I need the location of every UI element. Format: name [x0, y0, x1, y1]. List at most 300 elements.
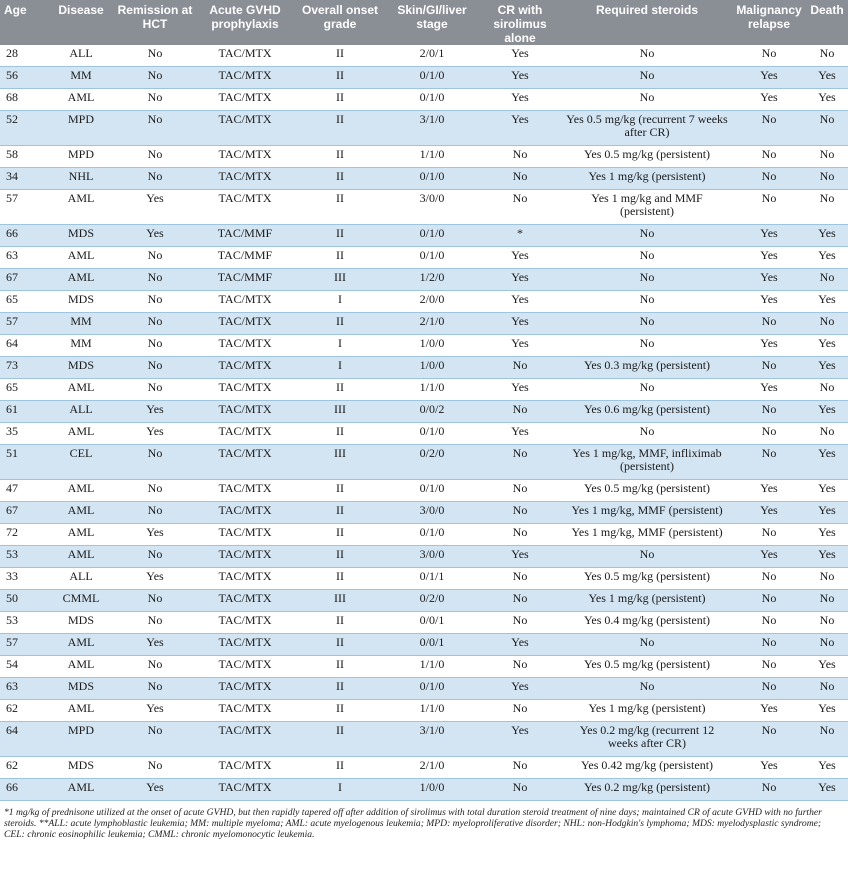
- table-row: [0, 379, 848, 401]
- table-cell: No: [732, 357, 806, 379]
- table-cell: II: [294, 678, 386, 700]
- table-cell: I: [294, 291, 386, 313]
- table-cell: Yes 1 mg/kg (persistent): [562, 590, 732, 612]
- table-cell: No: [562, 291, 732, 313]
- table-cell: No: [114, 269, 196, 291]
- table-cell: TAC/MTX: [196, 401, 294, 423]
- table-cell: 73: [0, 357, 48, 379]
- table-cell: 54: [0, 656, 48, 678]
- table-cell: Yes 0.5 mg/kg (persistent): [562, 656, 732, 678]
- table-cell: TAC/MTX: [196, 779, 294, 801]
- table-header: [0, 0, 848, 45]
- table-cell: I: [294, 779, 386, 801]
- table-cell: No: [478, 590, 562, 612]
- table-cell: 0/2/0: [386, 445, 478, 480]
- table-cell: I: [294, 357, 386, 379]
- footnote-text: *1 mg/kg of prednisone utilized at the onset of acute GVHD, but then rapidly tapered off after addition of sirolimus with total duration steroid treatment of nine days; maintained CR of acute GVHD with no further steroids. **ALL: acute lymphoblastic leukemia; MM: multiple myeloma; AML: acute myelogenous leukemia; MPD: myeloproliferative disorder; NHL: non-Hodgkin's lymphoma; MDS: myelodysplastic syndrome; CEL: chronic eosinophilic leukemia; CMML: chronic myelomonocytic leukemia.: [4, 807, 822, 840]
- table-cell: TAC/MTX: [196, 502, 294, 524]
- table-cell: 53: [0, 546, 48, 568]
- table-cell: No: [732, 168, 806, 190]
- table-cell: Yes: [732, 291, 806, 313]
- table-cell: II: [294, 247, 386, 269]
- table-cell: 0/1/0: [386, 89, 478, 111]
- table-cell: No: [114, 445, 196, 480]
- table-cell: 72: [0, 524, 48, 546]
- table-cell: Yes: [114, 401, 196, 423]
- table-cell: MDS: [48, 357, 114, 379]
- table-cell: No: [478, 357, 562, 379]
- table-cell: Yes: [114, 190, 196, 225]
- table-cell: AML: [48, 634, 114, 656]
- table-cell: TAC/MTX: [196, 634, 294, 656]
- table-cell: No: [478, 480, 562, 502]
- table-cell: Yes 0.2 mg/kg (recurrent 12 weeks after CR): [562, 722, 732, 757]
- table-cell: No: [562, 678, 732, 700]
- table-cell: Yes: [806, 445, 848, 480]
- table-cell: No: [478, 568, 562, 590]
- table-cell: No: [806, 269, 848, 291]
- column-header: Disease: [48, 0, 114, 45]
- table-cell: MDS: [48, 612, 114, 634]
- table-cell: MPD: [48, 722, 114, 757]
- table-row: [0, 445, 848, 480]
- table-cell: 65: [0, 291, 48, 313]
- table-cell: No: [114, 291, 196, 313]
- table-cell: No: [562, 67, 732, 89]
- table-cell: II: [294, 146, 386, 168]
- table-cell: Yes: [806, 89, 848, 111]
- table-cell: No: [114, 502, 196, 524]
- table-row: [0, 700, 848, 722]
- table-cell: No: [114, 757, 196, 779]
- table-cell: Yes 0.3 mg/kg (persistent): [562, 357, 732, 379]
- table-cell: No: [114, 313, 196, 335]
- table-cell: No: [806, 423, 848, 445]
- table-cell: No: [114, 111, 196, 146]
- table-cell: TAC/MTX: [196, 357, 294, 379]
- table-cell: MDS: [48, 291, 114, 313]
- table-cell: No: [562, 247, 732, 269]
- table-cell: III: [294, 269, 386, 291]
- column-header: Overall onset grade: [294, 0, 386, 45]
- table-cell: Yes 0.5 mg/kg (persistent): [562, 480, 732, 502]
- table-cell: Yes: [478, 722, 562, 757]
- table-cell: No: [114, 480, 196, 502]
- table-cell: No: [114, 146, 196, 168]
- table-cell: TAC/MTX: [196, 700, 294, 722]
- table-cell: 3/1/0: [386, 722, 478, 757]
- table-cell: No: [478, 757, 562, 779]
- table-cell: III: [294, 445, 386, 480]
- table-row: [0, 423, 848, 445]
- table-cell: No: [806, 146, 848, 168]
- table-cell: AML: [48, 379, 114, 401]
- table-row: [0, 335, 848, 357]
- table-cell: 3/1/0: [386, 111, 478, 146]
- table-cell: No: [732, 568, 806, 590]
- table-cell: Yes: [478, 111, 562, 146]
- table-cell: No: [562, 423, 732, 445]
- table-cell: 0/2/0: [386, 590, 478, 612]
- table-cell: 1/1/0: [386, 379, 478, 401]
- column-header: Remission at HCT: [114, 0, 196, 45]
- table-cell: No: [562, 634, 732, 656]
- table-row: [0, 225, 848, 247]
- table-cell: 35: [0, 423, 48, 445]
- table-cell: 58: [0, 146, 48, 168]
- table-cell: Yes 1 mg/kg (persistent): [562, 700, 732, 722]
- table-cell: 0/0/1: [386, 634, 478, 656]
- table-cell: 64: [0, 722, 48, 757]
- table-cell: No: [478, 401, 562, 423]
- table-cell: No: [806, 568, 848, 590]
- table-row: [0, 722, 848, 757]
- column-header: CR with sirolimus alone: [478, 0, 562, 45]
- table-cell: Yes: [478, 313, 562, 335]
- table-cell: No: [478, 524, 562, 546]
- table-cell: No: [732, 779, 806, 801]
- table-cell: Yes: [732, 225, 806, 247]
- column-header: Skin/GI/liver stage: [386, 0, 478, 45]
- table-cell: No: [806, 612, 848, 634]
- table-cell: TAC/MTX: [196, 111, 294, 146]
- table-cell: 3/0/0: [386, 190, 478, 225]
- table-cell: Yes: [114, 423, 196, 445]
- table-cell: Yes 1 mg/kg (persistent): [562, 168, 732, 190]
- table-cell: No: [806, 634, 848, 656]
- table-row: [0, 524, 848, 546]
- table-cell: No: [806, 45, 848, 67]
- table-row: [0, 146, 848, 168]
- table-cell: 0/1/0: [386, 423, 478, 445]
- table-cell: 64: [0, 335, 48, 357]
- table-cell: Yes: [732, 67, 806, 89]
- table-cell: No: [478, 656, 562, 678]
- table-cell: Yes: [732, 89, 806, 111]
- table-row: [0, 357, 848, 379]
- table-cell: No: [114, 379, 196, 401]
- table-cell: Yes: [732, 247, 806, 269]
- table-row: [0, 612, 848, 634]
- table-cell: 0/1/0: [386, 67, 478, 89]
- table-cell: No: [114, 656, 196, 678]
- table-cell: 1/0/0: [386, 335, 478, 357]
- table-cell: ALL: [48, 568, 114, 590]
- table-cell: No: [114, 247, 196, 269]
- table-cell: Yes: [478, 291, 562, 313]
- table-cell: Yes: [732, 757, 806, 779]
- table-cell: TAC/MTX: [196, 190, 294, 225]
- table-cell: No: [562, 313, 732, 335]
- table-cell: Yes: [478, 634, 562, 656]
- table-cell: AML: [48, 190, 114, 225]
- table-cell: 67: [0, 269, 48, 291]
- table-cell: Yes: [806, 480, 848, 502]
- table-cell: No: [562, 335, 732, 357]
- table-cell: AML: [48, 779, 114, 801]
- table-cell: No: [114, 678, 196, 700]
- table-cell: II: [294, 225, 386, 247]
- table-cell: TAC/MTX: [196, 379, 294, 401]
- table-cell: Yes: [478, 269, 562, 291]
- table-cell: 3/0/0: [386, 502, 478, 524]
- table-cell: TAC/MTX: [196, 678, 294, 700]
- table-row: [0, 168, 848, 190]
- table-cell: Yes 0.5 mg/kg (persistent): [562, 568, 732, 590]
- table-cell: TAC/MTX: [196, 722, 294, 757]
- table-cell: 62: [0, 700, 48, 722]
- table-cell: No: [114, 45, 196, 67]
- table-cell: Yes: [114, 568, 196, 590]
- table-row: [0, 401, 848, 423]
- column-header: Acute GVHD prophylaxis: [196, 0, 294, 45]
- table-row: [0, 45, 848, 67]
- table-cell: No: [114, 168, 196, 190]
- table-cell: No: [114, 722, 196, 757]
- table-cell: II: [294, 480, 386, 502]
- table-cell: 0/0/1: [386, 612, 478, 634]
- table-cell: *: [478, 225, 562, 247]
- table-cell: 57: [0, 634, 48, 656]
- table-cell: No: [114, 546, 196, 568]
- table-cell: 50: [0, 590, 48, 612]
- table-cell: No: [806, 590, 848, 612]
- table-cell: II: [294, 700, 386, 722]
- table-cell: Yes: [478, 89, 562, 111]
- table-cell: Yes: [114, 779, 196, 801]
- table-cell: CMML: [48, 590, 114, 612]
- table-cell: No: [478, 168, 562, 190]
- table-cell: No: [806, 111, 848, 146]
- table-cell: Yes: [478, 335, 562, 357]
- table-cell: Yes: [806, 335, 848, 357]
- table-cell: 2/1/0: [386, 757, 478, 779]
- table-cell: NHL: [48, 168, 114, 190]
- table-cell: Yes: [806, 401, 848, 423]
- table-row: [0, 502, 848, 524]
- table-cell: TAC/MTX: [196, 757, 294, 779]
- table-cell: MDS: [48, 678, 114, 700]
- table-cell: 47: [0, 480, 48, 502]
- table-cell: No: [806, 678, 848, 700]
- table-cell: Yes: [114, 700, 196, 722]
- table-cell: No: [732, 678, 806, 700]
- table-cell: Yes 1 mg/kg, MMF (persistent): [562, 524, 732, 546]
- table-cell: Yes: [114, 634, 196, 656]
- table-cell: 67: [0, 502, 48, 524]
- table-cell: TAC/MTX: [196, 524, 294, 546]
- table-row: [0, 480, 848, 502]
- table-cell: 57: [0, 190, 48, 225]
- table-cell: 3/0/0: [386, 546, 478, 568]
- table-cell: II: [294, 722, 386, 757]
- table-cell: Yes: [478, 247, 562, 269]
- table-cell: II: [294, 546, 386, 568]
- table-cell: AML: [48, 480, 114, 502]
- table-cell: Yes: [806, 700, 848, 722]
- table-cell: No: [732, 190, 806, 225]
- table-cell: No: [114, 89, 196, 111]
- table-cell: No: [114, 335, 196, 357]
- table-row: [0, 779, 848, 801]
- table-cell: No: [732, 111, 806, 146]
- table-body: [0, 45, 848, 801]
- table-cell: III: [294, 401, 386, 423]
- table-cell: Yes: [806, 357, 848, 379]
- table-cell: No: [732, 146, 806, 168]
- table-cell: MM: [48, 67, 114, 89]
- table-cell: No: [114, 612, 196, 634]
- table-cell: No: [732, 445, 806, 480]
- table-cell: No: [732, 612, 806, 634]
- table-cell: II: [294, 111, 386, 146]
- table-cell: Yes: [478, 678, 562, 700]
- table-cell: Yes: [806, 524, 848, 546]
- table-cell: II: [294, 423, 386, 445]
- table-cell: II: [294, 313, 386, 335]
- table-cell: No: [562, 89, 732, 111]
- table-cell: TAC/MTX: [196, 146, 294, 168]
- table-cell: II: [294, 379, 386, 401]
- table-cell: TAC/MTX: [196, 168, 294, 190]
- table-cell: No: [478, 612, 562, 634]
- table-cell: AML: [48, 656, 114, 678]
- table-cell: II: [294, 89, 386, 111]
- table-cell: Yes: [478, 67, 562, 89]
- table-cell: Yes: [732, 335, 806, 357]
- table-cell: No: [562, 225, 732, 247]
- table-cell: No: [806, 379, 848, 401]
- table-cell: AML: [48, 524, 114, 546]
- table-cell: 1/0/0: [386, 357, 478, 379]
- table-cell: TAC/MTX: [196, 612, 294, 634]
- table-cell: II: [294, 757, 386, 779]
- table-cell: Yes: [806, 502, 848, 524]
- table-cell: 1/1/0: [386, 656, 478, 678]
- table-cell: 57: [0, 313, 48, 335]
- table-cell: No: [806, 313, 848, 335]
- table-cell: 1/1/0: [386, 700, 478, 722]
- table-cell: 1/2/0: [386, 269, 478, 291]
- table-cell: Yes: [806, 779, 848, 801]
- table-cell: 61: [0, 401, 48, 423]
- table-cell: No: [732, 590, 806, 612]
- table-cell: TAC/MMF: [196, 225, 294, 247]
- table-cell: 0/1/0: [386, 247, 478, 269]
- table-cell: No: [478, 779, 562, 801]
- table-row: [0, 67, 848, 89]
- table-cell: Yes: [478, 546, 562, 568]
- table-cell: Yes: [806, 67, 848, 89]
- table-cell: 1/1/0: [386, 146, 478, 168]
- table-cell: 28: [0, 45, 48, 67]
- table-cell: 56: [0, 67, 48, 89]
- table-cell: No: [562, 45, 732, 67]
- table-cell: II: [294, 190, 386, 225]
- table-cell: II: [294, 524, 386, 546]
- table-cell: II: [294, 634, 386, 656]
- table-cell: Yes: [732, 379, 806, 401]
- table-cell: 0/1/0: [386, 678, 478, 700]
- table-cell: Yes: [806, 656, 848, 678]
- table-row: [0, 568, 848, 590]
- footnote: [0, 804, 848, 840]
- table-cell: No: [478, 700, 562, 722]
- table-row: [0, 656, 848, 678]
- table-cell: No: [732, 524, 806, 546]
- table-cell: ALL: [48, 45, 114, 67]
- table-cell: AML: [48, 700, 114, 722]
- table-cell: Yes 0.6 mg/kg (persistent): [562, 401, 732, 423]
- table-cell: No: [478, 190, 562, 225]
- table-cell: TAC/MTX: [196, 45, 294, 67]
- table-cell: II: [294, 45, 386, 67]
- table-cell: TAC/MTX: [196, 546, 294, 568]
- column-header: Malignancy relapse: [732, 0, 806, 45]
- table-cell: No: [478, 445, 562, 480]
- column-header: Death: [806, 0, 848, 45]
- table-cell: TAC/MMF: [196, 269, 294, 291]
- table-row: [0, 291, 848, 313]
- table-cell: Yes: [478, 423, 562, 445]
- table-cell: MDS: [48, 225, 114, 247]
- table-cell: Yes: [478, 45, 562, 67]
- table-cell: TAC/MTX: [196, 445, 294, 480]
- table-cell: No: [562, 269, 732, 291]
- table-cell: II: [294, 67, 386, 89]
- table-row: [0, 678, 848, 700]
- table-cell: Yes: [806, 546, 848, 568]
- table-cell: Yes: [732, 480, 806, 502]
- table-cell: II: [294, 168, 386, 190]
- table-row: [0, 546, 848, 568]
- table-cell: TAC/MTX: [196, 480, 294, 502]
- table-cell: No: [114, 357, 196, 379]
- header-row: [0, 0, 848, 45]
- table-cell: Yes: [114, 225, 196, 247]
- table-cell: 2/0/0: [386, 291, 478, 313]
- table-cell: No: [732, 656, 806, 678]
- table-cell: I: [294, 335, 386, 357]
- table-cell: AML: [48, 269, 114, 291]
- table-cell: No: [806, 722, 848, 757]
- table-cell: No: [114, 590, 196, 612]
- table-cell: 33: [0, 568, 48, 590]
- table-cell: ALL: [48, 401, 114, 423]
- table-cell: No: [478, 146, 562, 168]
- table-cell: TAC/MTX: [196, 67, 294, 89]
- table-cell: Yes: [114, 524, 196, 546]
- table-cell: Yes: [806, 291, 848, 313]
- table-cell: TAC/MTX: [196, 335, 294, 357]
- table-cell: AML: [48, 546, 114, 568]
- table-cell: No: [562, 379, 732, 401]
- table-cell: No: [732, 423, 806, 445]
- table-cell: 62: [0, 757, 48, 779]
- table-cell: Yes: [732, 546, 806, 568]
- table-cell: Yes 0.5 mg/kg (persistent): [562, 146, 732, 168]
- table-cell: 0/0/2: [386, 401, 478, 423]
- table-row: [0, 757, 848, 779]
- table-cell: MPD: [48, 146, 114, 168]
- table-cell: No: [732, 401, 806, 423]
- table-row: [0, 247, 848, 269]
- table-cell: No: [732, 313, 806, 335]
- table-cell: II: [294, 656, 386, 678]
- table-cell: III: [294, 590, 386, 612]
- table-cell: II: [294, 502, 386, 524]
- table-cell: TAC/MTX: [196, 590, 294, 612]
